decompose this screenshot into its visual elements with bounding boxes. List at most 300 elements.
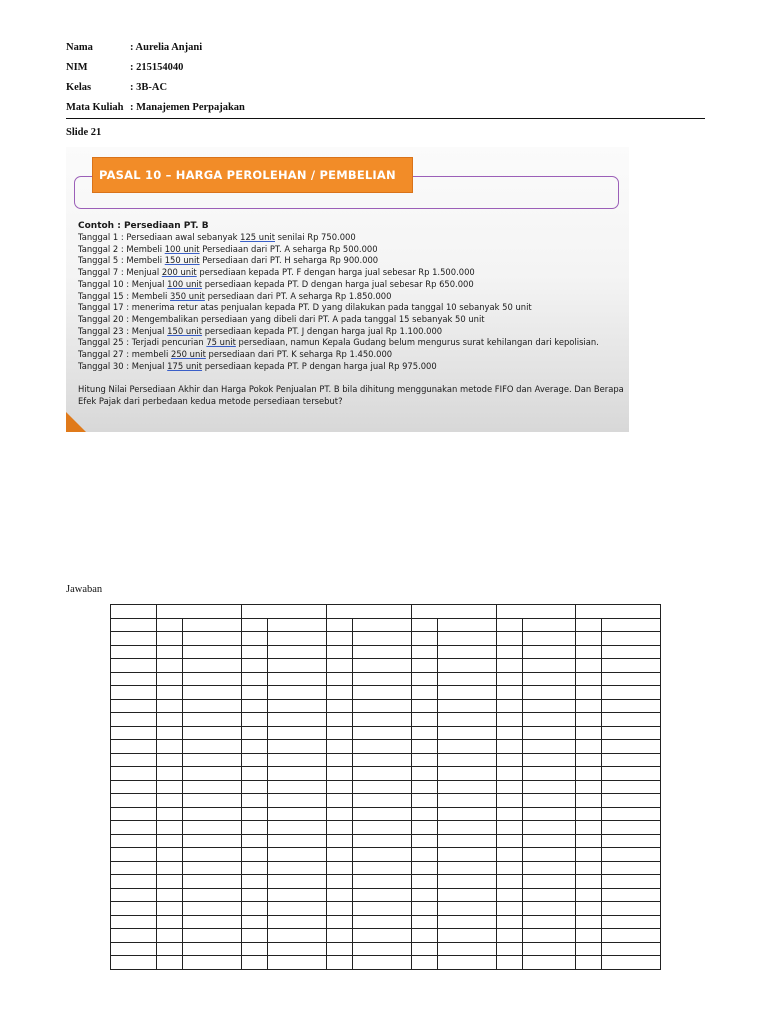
table-cell bbox=[327, 848, 353, 862]
table-cell bbox=[576, 875, 602, 889]
transaction-quantity: 100 unit bbox=[167, 278, 203, 289]
table-cell bbox=[353, 848, 412, 862]
transaction-text: persediaan kepada PT. P dengan harga jual Rp 975.000 bbox=[202, 360, 437, 371]
transaction-text: Persediaan dari PT. A seharga Rp 500.000 bbox=[199, 243, 378, 254]
table-cell bbox=[327, 645, 353, 659]
table-cell bbox=[523, 659, 576, 673]
table-cell bbox=[183, 753, 242, 767]
table-cell bbox=[111, 956, 157, 970]
table-header-cell bbox=[327, 605, 412, 619]
table-cell bbox=[438, 726, 497, 740]
table-cell bbox=[157, 902, 183, 916]
table-header-cell bbox=[242, 605, 327, 619]
table-cell bbox=[353, 672, 412, 686]
table-cell bbox=[327, 807, 353, 821]
table-cell bbox=[268, 861, 327, 875]
table-row bbox=[111, 902, 661, 916]
table-cell bbox=[183, 794, 242, 808]
table-cell bbox=[327, 915, 353, 929]
table-cell bbox=[157, 699, 183, 713]
table-cell bbox=[602, 915, 661, 929]
table-cell bbox=[353, 807, 412, 821]
table-cell bbox=[602, 821, 661, 835]
table-cell bbox=[111, 942, 157, 956]
table-cell bbox=[157, 672, 183, 686]
table-cell bbox=[327, 632, 353, 646]
table-cell bbox=[353, 821, 412, 835]
table-cell bbox=[157, 821, 183, 835]
table-cell bbox=[438, 875, 497, 889]
info-value: : 215154040 bbox=[130, 62, 184, 73]
table-cell bbox=[157, 645, 183, 659]
table-row bbox=[111, 699, 661, 713]
table-cell bbox=[327, 902, 353, 916]
table-cell bbox=[576, 956, 602, 970]
slide-label: Slide 21 bbox=[66, 127, 102, 138]
table-cell bbox=[497, 632, 523, 646]
table-cell bbox=[523, 888, 576, 902]
table-row bbox=[111, 713, 661, 727]
info-label: Kelas bbox=[66, 82, 92, 93]
table-cell bbox=[576, 794, 602, 808]
table-cell bbox=[523, 848, 576, 862]
table-cell bbox=[111, 794, 157, 808]
transaction-quantity: 125 unit bbox=[240, 232, 275, 242]
transaction-line bbox=[78, 267, 626, 279]
table-cell bbox=[497, 834, 523, 848]
table-cell bbox=[438, 672, 497, 686]
table-cell bbox=[268, 726, 327, 740]
table-cell bbox=[576, 753, 602, 767]
table-cell bbox=[412, 956, 438, 970]
table-cell bbox=[438, 645, 497, 659]
table-cell bbox=[438, 834, 497, 848]
table-cell bbox=[353, 834, 412, 848]
table-cell bbox=[412, 659, 438, 673]
table-cell bbox=[353, 699, 412, 713]
table-cell bbox=[412, 834, 438, 848]
table-row bbox=[111, 834, 661, 848]
table-cell bbox=[183, 902, 242, 916]
table-cell bbox=[242, 767, 268, 781]
table-cell bbox=[183, 699, 242, 713]
table-cell bbox=[111, 875, 157, 889]
table-cell bbox=[327, 740, 353, 754]
table-cell bbox=[438, 807, 497, 821]
table-cell bbox=[268, 699, 327, 713]
table-cell bbox=[111, 767, 157, 781]
table-cell bbox=[183, 686, 242, 700]
answer-table bbox=[110, 604, 661, 970]
table-cell bbox=[157, 780, 183, 794]
table-cell bbox=[412, 821, 438, 835]
table-cell bbox=[602, 834, 661, 848]
table-cell bbox=[111, 780, 157, 794]
table-cell bbox=[438, 767, 497, 781]
table-cell bbox=[576, 915, 602, 929]
table-cell bbox=[602, 807, 661, 821]
slide-body bbox=[78, 220, 626, 408]
table-cell bbox=[523, 794, 576, 808]
table-cell bbox=[412, 888, 438, 902]
table-cell bbox=[497, 956, 523, 970]
table-cell bbox=[242, 807, 268, 821]
info-label: Nama bbox=[66, 42, 93, 53]
table-cell bbox=[183, 632, 242, 646]
table-cell bbox=[412, 780, 438, 794]
table-cell bbox=[438, 686, 497, 700]
table-cell bbox=[438, 659, 497, 673]
table-cell bbox=[157, 686, 183, 700]
table-cell bbox=[353, 645, 412, 659]
transaction-line bbox=[78, 279, 626, 291]
table-cell bbox=[157, 767, 183, 781]
transaction-text: Tanggal 5 : Membeli bbox=[78, 255, 165, 266]
table-row bbox=[111, 645, 661, 659]
table-cell bbox=[523, 686, 576, 700]
table-cell bbox=[497, 618, 523, 632]
transaction-text: Tanggal 15 : Membeli bbox=[78, 290, 171, 301]
table-row bbox=[111, 740, 661, 754]
table-cell bbox=[602, 726, 661, 740]
table-cell bbox=[576, 888, 602, 902]
table-cell bbox=[157, 888, 183, 902]
slide-image bbox=[66, 147, 629, 432]
table-row bbox=[111, 956, 661, 970]
table-cell bbox=[111, 726, 157, 740]
table-cell bbox=[353, 726, 412, 740]
table-cell bbox=[183, 618, 242, 632]
table-cell bbox=[268, 875, 327, 889]
table-row bbox=[111, 618, 661, 632]
transaction-text: persediaan kepada PT. F dengan harga jual sebesar Rp 1.500.000 bbox=[196, 267, 475, 278]
table-cell bbox=[412, 740, 438, 754]
table-cell bbox=[111, 686, 157, 700]
table-cell bbox=[183, 942, 242, 956]
transaction-line bbox=[78, 349, 626, 361]
table-row bbox=[111, 672, 661, 686]
table-cell bbox=[412, 767, 438, 781]
table-cell bbox=[353, 767, 412, 781]
transaction-quantity: 150 unit bbox=[167, 325, 203, 336]
table-cell bbox=[242, 942, 268, 956]
table-cell bbox=[268, 902, 327, 916]
table-row bbox=[111, 861, 661, 875]
table-cell bbox=[523, 834, 576, 848]
transaction-line bbox=[78, 232, 626, 244]
table-cell bbox=[111, 632, 157, 646]
table-cell bbox=[242, 794, 268, 808]
table-cell bbox=[111, 672, 157, 686]
table-cell bbox=[353, 875, 412, 889]
table-cell bbox=[353, 753, 412, 767]
table-header-cell bbox=[157, 605, 242, 619]
table-cell bbox=[242, 726, 268, 740]
table-cell bbox=[353, 632, 412, 646]
transaction-quantity: 175 unit bbox=[167, 360, 203, 371]
table-cell bbox=[497, 726, 523, 740]
table-cell bbox=[412, 713, 438, 727]
table-cell bbox=[438, 956, 497, 970]
table-cell bbox=[576, 645, 602, 659]
table-cell bbox=[412, 807, 438, 821]
table-cell bbox=[327, 618, 353, 632]
table-cell bbox=[602, 888, 661, 902]
transaction-text: Tanggal 20 : Mengembalikan persediaan yang dibeli dari PT. A pada tanggal 15 sebanyak 50 unit bbox=[78, 313, 485, 324]
table-cell bbox=[268, 794, 327, 808]
table-cell bbox=[602, 767, 661, 781]
transaction-text: persediaan dari PT. A seharga Rp 1.850.000 bbox=[204, 290, 392, 301]
table-cell bbox=[602, 753, 661, 767]
table-cell bbox=[111, 605, 157, 619]
table-cell bbox=[497, 713, 523, 727]
table-cell bbox=[183, 767, 242, 781]
table-cell bbox=[497, 794, 523, 808]
table-cell bbox=[242, 740, 268, 754]
table-cell bbox=[242, 632, 268, 646]
table-cell bbox=[157, 659, 183, 673]
table-cell bbox=[412, 726, 438, 740]
table-header-cell bbox=[412, 605, 497, 619]
table-cell bbox=[111, 713, 157, 727]
transaction-line bbox=[78, 361, 626, 373]
table-cell bbox=[353, 861, 412, 875]
table-cell bbox=[157, 726, 183, 740]
table-cell bbox=[157, 861, 183, 875]
table-cell bbox=[523, 821, 576, 835]
table-cell bbox=[268, 834, 327, 848]
table-cell bbox=[438, 740, 497, 754]
transaction-text: senilai Rp 750.000 bbox=[275, 232, 356, 242]
table-cell bbox=[268, 713, 327, 727]
table-row bbox=[111, 780, 661, 794]
table-cell bbox=[602, 618, 661, 632]
table-cell bbox=[497, 821, 523, 835]
info-label: NIM bbox=[66, 62, 88, 73]
table-cell bbox=[438, 632, 497, 646]
transaction-quantity: 75 unit bbox=[206, 337, 236, 348]
table-cell bbox=[576, 821, 602, 835]
table-cell bbox=[602, 686, 661, 700]
table-cell bbox=[497, 672, 523, 686]
table-cell bbox=[157, 875, 183, 889]
table-cell bbox=[183, 848, 242, 862]
table-cell bbox=[327, 767, 353, 781]
table-cell bbox=[353, 713, 412, 727]
table-cell bbox=[268, 915, 327, 929]
table-cell bbox=[438, 902, 497, 916]
table-cell bbox=[268, 686, 327, 700]
table-cell bbox=[576, 807, 602, 821]
slide-title: PASAL 10 – HARGA PEROLEHAN / PEMBELIAN bbox=[99, 168, 396, 182]
corner-decoration bbox=[66, 412, 86, 432]
transaction-text: Tanggal 30 : Menjual bbox=[78, 360, 168, 371]
table-cell bbox=[268, 780, 327, 794]
transaction-quantity: 200 unit bbox=[161, 267, 197, 278]
table-cell bbox=[576, 686, 602, 700]
table-cell bbox=[157, 740, 183, 754]
table-header-row bbox=[111, 605, 661, 619]
transaction-quantity: 100 unit bbox=[164, 243, 200, 254]
transaction-list bbox=[78, 232, 626, 372]
table-cell bbox=[412, 632, 438, 646]
table-row bbox=[111, 848, 661, 862]
table-cell bbox=[268, 753, 327, 767]
table-cell bbox=[497, 875, 523, 889]
info-row-kelas bbox=[66, 78, 245, 98]
table-cell bbox=[602, 875, 661, 889]
table-row bbox=[111, 888, 661, 902]
table-cell bbox=[157, 753, 183, 767]
table-cell bbox=[111, 834, 157, 848]
table-cell bbox=[497, 659, 523, 673]
table-cell bbox=[327, 834, 353, 848]
transaction-text: Tanggal 17 : menerima retur atas penjualan kepada PT. D yang dilakukan pada tanggal 10 sebanyak 50 unit bbox=[78, 302, 532, 313]
table-cell bbox=[242, 888, 268, 902]
info-value: : Manajemen Perpajakan bbox=[130, 102, 245, 113]
table-cell bbox=[576, 618, 602, 632]
table-cell bbox=[523, 645, 576, 659]
table-cell bbox=[268, 672, 327, 686]
table-cell bbox=[497, 861, 523, 875]
table-cell bbox=[576, 929, 602, 943]
table-cell bbox=[412, 672, 438, 686]
table-cell bbox=[268, 659, 327, 673]
table-cell bbox=[523, 956, 576, 970]
table-cell bbox=[268, 848, 327, 862]
table-cell bbox=[523, 699, 576, 713]
table-cell bbox=[438, 915, 497, 929]
table-cell bbox=[438, 753, 497, 767]
table-cell bbox=[353, 956, 412, 970]
transaction-quantity: 250 unit bbox=[170, 349, 206, 360]
table-cell bbox=[242, 821, 268, 835]
table-cell bbox=[523, 672, 576, 686]
table-cell bbox=[602, 659, 661, 673]
table-cell bbox=[497, 753, 523, 767]
question-text: Hitung Nilai Persediaan Akhir dan Harga Pokok Penjualan PT. B bila dihitung menggunakan metode FIFO dan Average. Dan Berapa Efek Pajak dari perbedaan kedua metode persediaan tersebut? bbox=[78, 384, 624, 407]
table-cell bbox=[497, 902, 523, 916]
table-cell bbox=[268, 929, 327, 943]
info-label: Mata Kuliah bbox=[66, 102, 124, 113]
table-cell bbox=[327, 888, 353, 902]
table-cell bbox=[523, 875, 576, 889]
table-cell bbox=[327, 713, 353, 727]
table-cell bbox=[183, 888, 242, 902]
table-cell bbox=[242, 929, 268, 943]
table-cell bbox=[412, 848, 438, 862]
table-cell bbox=[183, 956, 242, 970]
table-cell bbox=[523, 767, 576, 781]
table-cell bbox=[157, 915, 183, 929]
table-cell bbox=[157, 942, 183, 956]
table-cell bbox=[353, 902, 412, 916]
table-cell bbox=[602, 902, 661, 916]
table-cell bbox=[327, 726, 353, 740]
table-cell bbox=[438, 848, 497, 862]
table-cell bbox=[111, 618, 157, 632]
info-value: : Aurelia Anjani bbox=[130, 42, 203, 53]
table-cell bbox=[602, 645, 661, 659]
table-cell bbox=[438, 713, 497, 727]
table-cell bbox=[111, 740, 157, 754]
table-cell bbox=[111, 821, 157, 835]
table-cell bbox=[242, 902, 268, 916]
table-cell bbox=[242, 915, 268, 929]
table-cell bbox=[327, 875, 353, 889]
table-cell bbox=[183, 659, 242, 673]
table-cell bbox=[242, 956, 268, 970]
table-cell bbox=[523, 807, 576, 821]
table-cell bbox=[576, 780, 602, 794]
table-cell bbox=[111, 861, 157, 875]
table-cell bbox=[412, 618, 438, 632]
table-cell bbox=[523, 726, 576, 740]
table-cell bbox=[242, 861, 268, 875]
table-cell bbox=[576, 834, 602, 848]
table-cell bbox=[353, 686, 412, 700]
table-row bbox=[111, 942, 661, 956]
table-cell bbox=[438, 888, 497, 902]
table-cell bbox=[353, 618, 412, 632]
table-cell bbox=[242, 618, 268, 632]
table-cell bbox=[111, 848, 157, 862]
transaction-line bbox=[78, 255, 626, 267]
table-cell bbox=[497, 740, 523, 754]
transaction-line bbox=[78, 326, 626, 338]
table-cell bbox=[576, 942, 602, 956]
transaction-text: Tanggal 7 : Menjual bbox=[78, 267, 162, 278]
table-cell bbox=[268, 956, 327, 970]
table-row bbox=[111, 726, 661, 740]
table-cell bbox=[412, 699, 438, 713]
table-cell bbox=[438, 861, 497, 875]
table-cell bbox=[353, 740, 412, 754]
table-cell bbox=[111, 929, 157, 943]
table-cell bbox=[268, 888, 327, 902]
table-cell bbox=[268, 618, 327, 632]
table-cell bbox=[183, 875, 242, 889]
header-divider bbox=[66, 118, 705, 119]
table-cell bbox=[183, 821, 242, 835]
table-cell bbox=[576, 767, 602, 781]
table-cell bbox=[602, 780, 661, 794]
table-cell bbox=[523, 780, 576, 794]
table-row bbox=[111, 767, 661, 781]
table-cell bbox=[497, 767, 523, 781]
table-cell bbox=[602, 632, 661, 646]
transaction-text: Tanggal 1 : Persediaan awal sebanyak bbox=[78, 232, 241, 242]
table-cell bbox=[327, 672, 353, 686]
transaction-text: Tanggal 25 : Terjadi pencurian bbox=[78, 337, 207, 348]
table-cell bbox=[353, 942, 412, 956]
table-cell bbox=[183, 834, 242, 848]
table-cell bbox=[327, 794, 353, 808]
table-cell bbox=[157, 929, 183, 943]
table-cell bbox=[576, 902, 602, 916]
table-cell bbox=[111, 645, 157, 659]
table-cell bbox=[183, 780, 242, 794]
table-cell bbox=[183, 740, 242, 754]
table-cell bbox=[327, 929, 353, 943]
table-cell bbox=[497, 888, 523, 902]
transaction-text: Tanggal 23 : Menjual bbox=[78, 325, 168, 336]
table-cell bbox=[576, 740, 602, 754]
table-cell bbox=[157, 618, 183, 632]
table-cell bbox=[602, 794, 661, 808]
transaction-text: persediaan dari PT. K seharga Rp 1.450.000 bbox=[205, 349, 393, 360]
table-cell bbox=[438, 821, 497, 835]
